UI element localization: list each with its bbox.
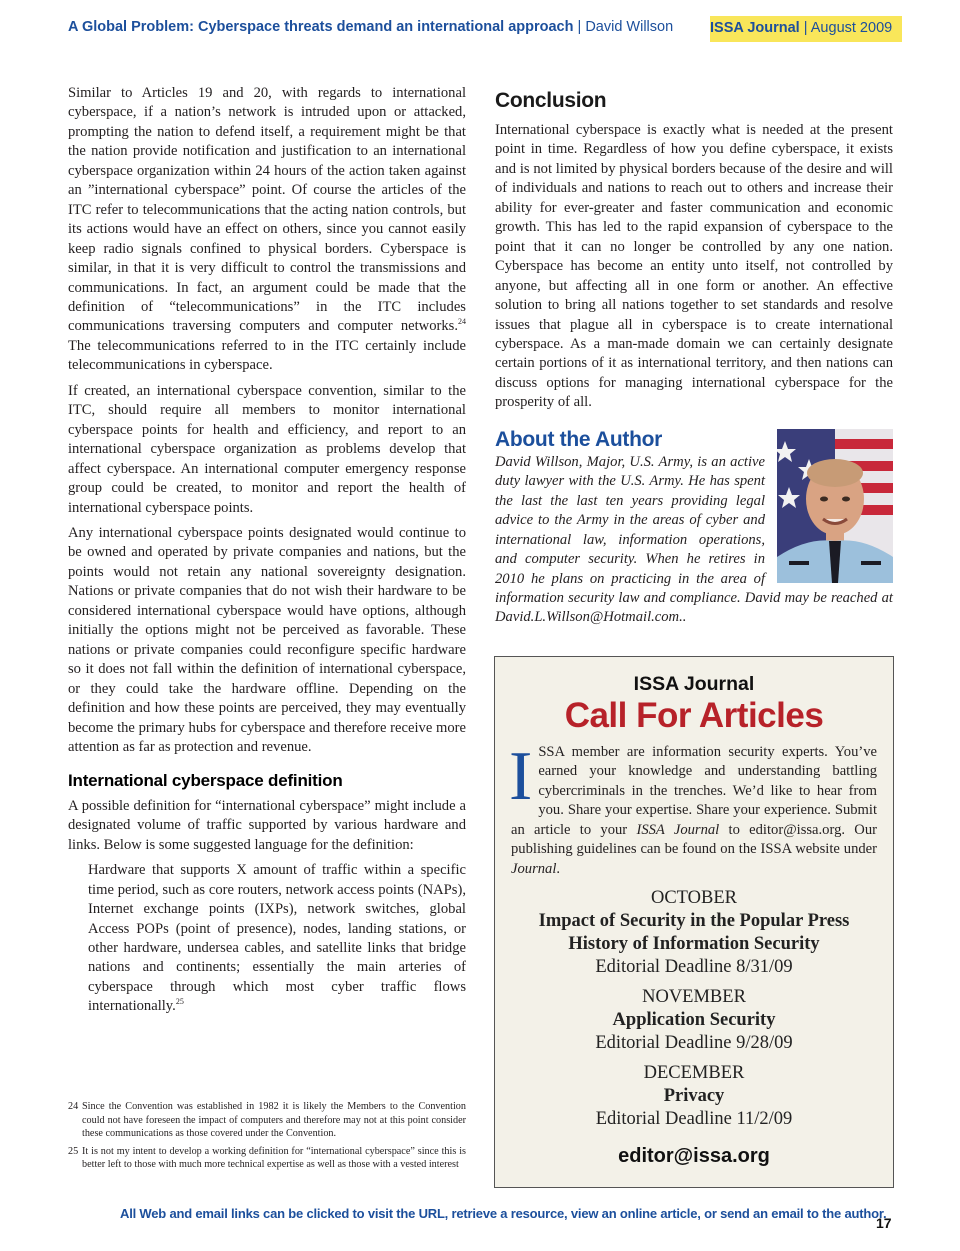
page-number: 17 [876, 1215, 892, 1231]
cfa-email-link[interactable]: editor@issa.org [618, 1145, 770, 1168]
cfa-month: NOVEMBER [642, 987, 746, 1008]
running-header [60, 16, 902, 42]
cfa-journal-name: ISSA Journal [633, 673, 755, 695]
cfa-intro: ISSA member are information security experts. You’ve earned your knowledge and understanding battling cybercriminals in the trenches. We’d like to hear from you. Share your expertise. Share your experience. Submit an article to your ISSA Journal to editor@issa.org. Our publishing guidelines can be found on the ISSA website under Journal. [509, 738, 877, 877]
cfa-month: DECEMBER [643, 1063, 745, 1084]
footnote-ref[interactable]: 24 [458, 317, 466, 327]
about-author-heading: About the Author [495, 427, 663, 451]
footer-links-note: All Web and email links can be clicked to visit the URL, retrieve a resource, view an online article, or send an email to the author. [120, 1206, 887, 1221]
drop-cap: I [509, 738, 533, 815]
conclusion-heading: Conclusion [495, 89, 607, 112]
cfa-deadline: Editorial Deadline 11/2/09 [595, 1109, 793, 1130]
cfa-schedule [511, 887, 877, 1131]
cfa-topic: History of Information Security [568, 934, 820, 955]
call-for-articles-box [494, 656, 894, 1188]
cfa-title: Call For Articles [564, 696, 824, 735]
body-paragraph: If created, an international cyberspace convention, similar to the ITC, should require all members to monitor international cyberspace points for health and efficiency, and report to an international cyberspace organization as problems develop that affect cyberspace. An international computer emergency response group could be created, to monitor and report the health of international cyberspace points. [68, 382, 466, 516]
header-issue-date: August 2009 [810, 20, 893, 36]
author-bio: David Willson, Major, U.S. Army, is an active duty lawyer with the U.S. Army. He has spent the last the last ten years providing legal advice to the Army in the areas of cyber and international law, information operations, and computer security. When he retires in 2010 he plans on practicing in the area of information security law and compliance. David may be reached at David.L.Willson@Hotmail.com.. [495, 453, 893, 626]
header-author: David Willson [585, 19, 674, 35]
footnote-ref[interactable]: 25 [175, 997, 184, 1007]
section-heading-definition: International cyberspace definition [68, 771, 343, 791]
conclusion-paragraph: International cyberspace is exactly what is needed at the present point in time. Regardless of how you define cyberspace, it exists and is not limited by physical borders because of the desire and will of individuals and nations to reach out to others and increase their ability for ever-greater and faster communication and economic growth. This has led to the rapid expansion of cyberspace to the point that it can no longer be controlled by any one nation. Cyberspace has become an entity unto itself, not controlled by anyone, but affecting all in one form or another. An effective solution to bring all nations together to set standards and resolve issues that plague all in cyberspace is to create international cyberspace. As a man-made domain we can certainly designate certain portions of it as international territory, and then nations can discuss options for managing international cyberspace for the prosperity of all. [495, 122, 893, 411]
author-photo [777, 429, 893, 583]
cfa-deadline: Editorial Deadline 9/28/09 [595, 1033, 793, 1054]
cfa-deadline: Editorial Deadline 8/31/09 [595, 957, 793, 978]
cfa-topic: Privacy [663, 1086, 725, 1107]
body-paragraph: Any international cyberspace points designated would continue to be owned and operated by private companies and nations, but the points would not retain any national sovereignty designation. Nations or private companies that do not wish their hardware to be considered international cyberspace would have options, although initially the options might not be perceived as favorable. These nations or private companies could reconfigure specific hardware so it does not fall within the definition of international cyberspace, or they could take the hardware offline. Depending on the definition and how these points are perceived, they may eventually become the primary hubs for cyberspace and therefore receive more attention as far as protection and revenue. [68, 524, 466, 755]
header-journal-badge: ISSA Journal | August 2009 [710, 16, 902, 42]
right-column [495, 88, 893, 628]
footnotes [68, 1100, 466, 1176]
cfa-month: OCTOBER [650, 888, 737, 909]
left-column [68, 84, 466, 1023]
footnote-item: 25 It is not my intent to develop a working definition for “international cyberspace” since this is better left to those with much more technical expertise as well as those with a vested interest [68, 1145, 466, 1171]
definition-quote: Hardware that supports X amount of traffic within a specific time period, such as core routers, network access points (NAPs), Internet exchange points (IXPs), network switches, global Access POPs (point of presence), nodes, landing stations, or other hardware, undersea cables, and satellite links that bridge nations and continents; essentially the main arteries of cyberspace through which most cyber traffic flows internationally.$^{25}$ [88, 862, 466, 1015]
body-paragraph: A possible definition for “international cyberspace” might include a designated volume of traffic supported by various hardware and links. Below is some suggested language for the definition: [68, 797, 466, 853]
footnote-item: 24 Since the Convention was established in 1982 it is likely the Members to the Convention could not have foreseen the impact of computers and therefore may not at this point consider these communications as those covered under the Convention. [68, 1101, 466, 1140]
cfa-topic: Impact of Security in the Popular Press [538, 911, 850, 932]
cfa-topic: Application Security [612, 1010, 776, 1031]
header-article-title: A Global Problem: Cyberspace threats demand an international approach | David Willson [68, 19, 674, 35]
body-paragraph: Similar to Articles 19 and 20, with regards to international cyberspace, if a nation’s network is intruded upon or attacked, prompting the nation to defend itself, a requirement might be that the nation provide notification and justification to an international cyberspace organization within 24 hours of the action taken against an ”international cyberspace” point. Of course the articles of the ITC refer to telecommunications that the acting nation controls, but its actions would have an effect on others, since you cannot easily keep radio signals confined to physical borders. Cyberspace is similar, in that it is very difficult to control the transmissions and communications. In fact, an argument could be made that the definition of “telecommunications” in the ITC includes communications traversing computers and computer networks.$^{24}$ The telecommunications referred to in the ITC certainly include telecommunications in cyberspace. [68, 85, 466, 374]
